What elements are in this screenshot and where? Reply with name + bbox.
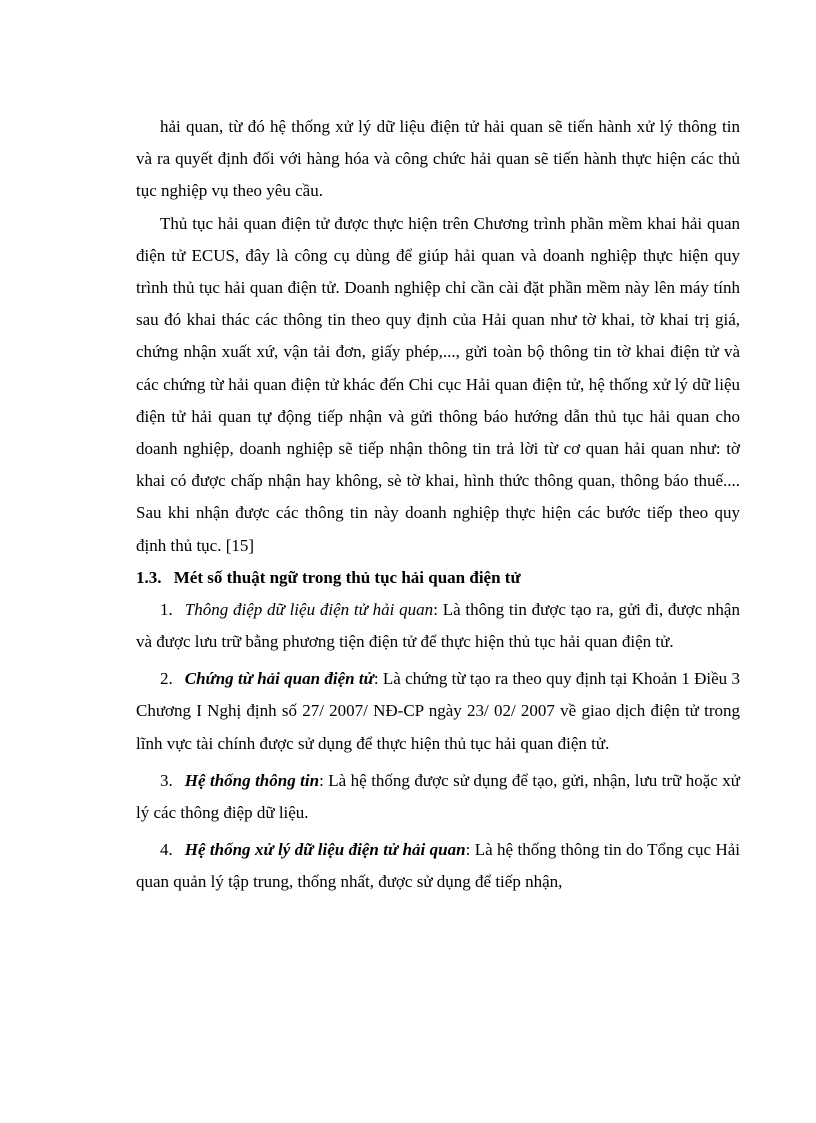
list-item [136, 834, 740, 898]
section-title: Mét số thuật ngữ trong thủ tục hải quan điện tử [173, 567, 521, 587]
list-item-number: 1. [160, 599, 173, 619]
list-item-term: Hệ thống xử lý dữ liệu điện tử hải quan [184, 840, 466, 860]
paragraph-continuation: hải quan, từ đó hệ thống xử lý dữ liệu điện tử hải quan sẽ tiến hành xử lý thông tin và ra quyết định đối với hàng hóa và công chức hải quan sẽ tiến hành thực hiện các thủ tục nghiệp vụ theo yêu cầu. [136, 117, 740, 201]
list-item-number: 3. [160, 770, 173, 790]
list-item-term: Hệ thống thông tin [184, 770, 320, 790]
list-item-text: : Là hệ thống thông tin do Tổng cục Hải quan quản lý tập trung, thống nhất, được sử dụng để tiếp nhận, [136, 840, 740, 892]
list-item-term: Thông điệp dữ liệu điện tử hải quan [184, 599, 434, 619]
list-item-text: : Là hệ thống được sử dụng để tạo, gửi, nhận, lưu trữ hoặc xử lý các thông điệp dữ liệu. [136, 770, 741, 823]
list-item-text: : Là chứng từ tạo ra theo quy định tại Khoản 1 Điều 3 Chương I Nghị định số 27/ 2007/ NĐ-CP ngày 23/ 02/ 2007 về giao dịch điện tử trong lĩnh vực tài chính được sử dụng để thực hiện thủ tục hải quan điện tử. [136, 669, 740, 753]
list-item [136, 663, 740, 760]
page-content [136, 111, 740, 899]
list-item [136, 594, 740, 658]
list-item-term: Chứng từ hải quan điện tử [184, 669, 374, 689]
section-number: 1.3. [136, 567, 162, 587]
paragraph-ecus: Thủ tục hải quan điện tử được thực hiện trên Chương trình phần mềm khai hải quan điện tử ECUS, đây là công cụ dùng để giúp hải quan và doanh nghiệp thực hiện quy trình thủ tục hải quan điện tử. Doanh nghiệp chỉ cần cài đặt phần mềm này lên máy tính sau đó khai thác các thông tin theo quy định của Hải quan như tờ khai, tờ khai trị giá, chứng nhận xuất xứ, vận tải đơn, giấy phép,..., gửi toàn bộ thông tin tờ khai điện tử và các chứng từ hải quan điện tử khác đến Chi cục Hải quan điện tử, hệ thống xử lý dữ liệu điện tử hải quan tự động tiếp nhận và gửi thông báo hướng dẫn thủ tục hải quan cho doanh nghiệp, doanh nghiệp sẽ tiếp nhận thông tin trả lời từ cơ quan hải quan như: tờ khai có được chấp nhận hay không, sè tờ khai, hình thức thông quan, thông báo thuế.... Sau khi nhận được các thông tin này doanh nghiệp thực hiện các bước tiếp theo quy định thủ tục. [15] [136, 213, 740, 555]
section-heading [136, 562, 740, 594]
list-item-number: 2. [160, 669, 173, 689]
list-item [136, 765, 740, 829]
list-item-number: 4. [160, 840, 173, 860]
list-item-text: : Là thông tin được tạo ra, gửi đi, được nhận và được lưu trữ bằng phương tiện điện tử để thực hiện thủ tục hải quan điện tử. [136, 599, 740, 652]
